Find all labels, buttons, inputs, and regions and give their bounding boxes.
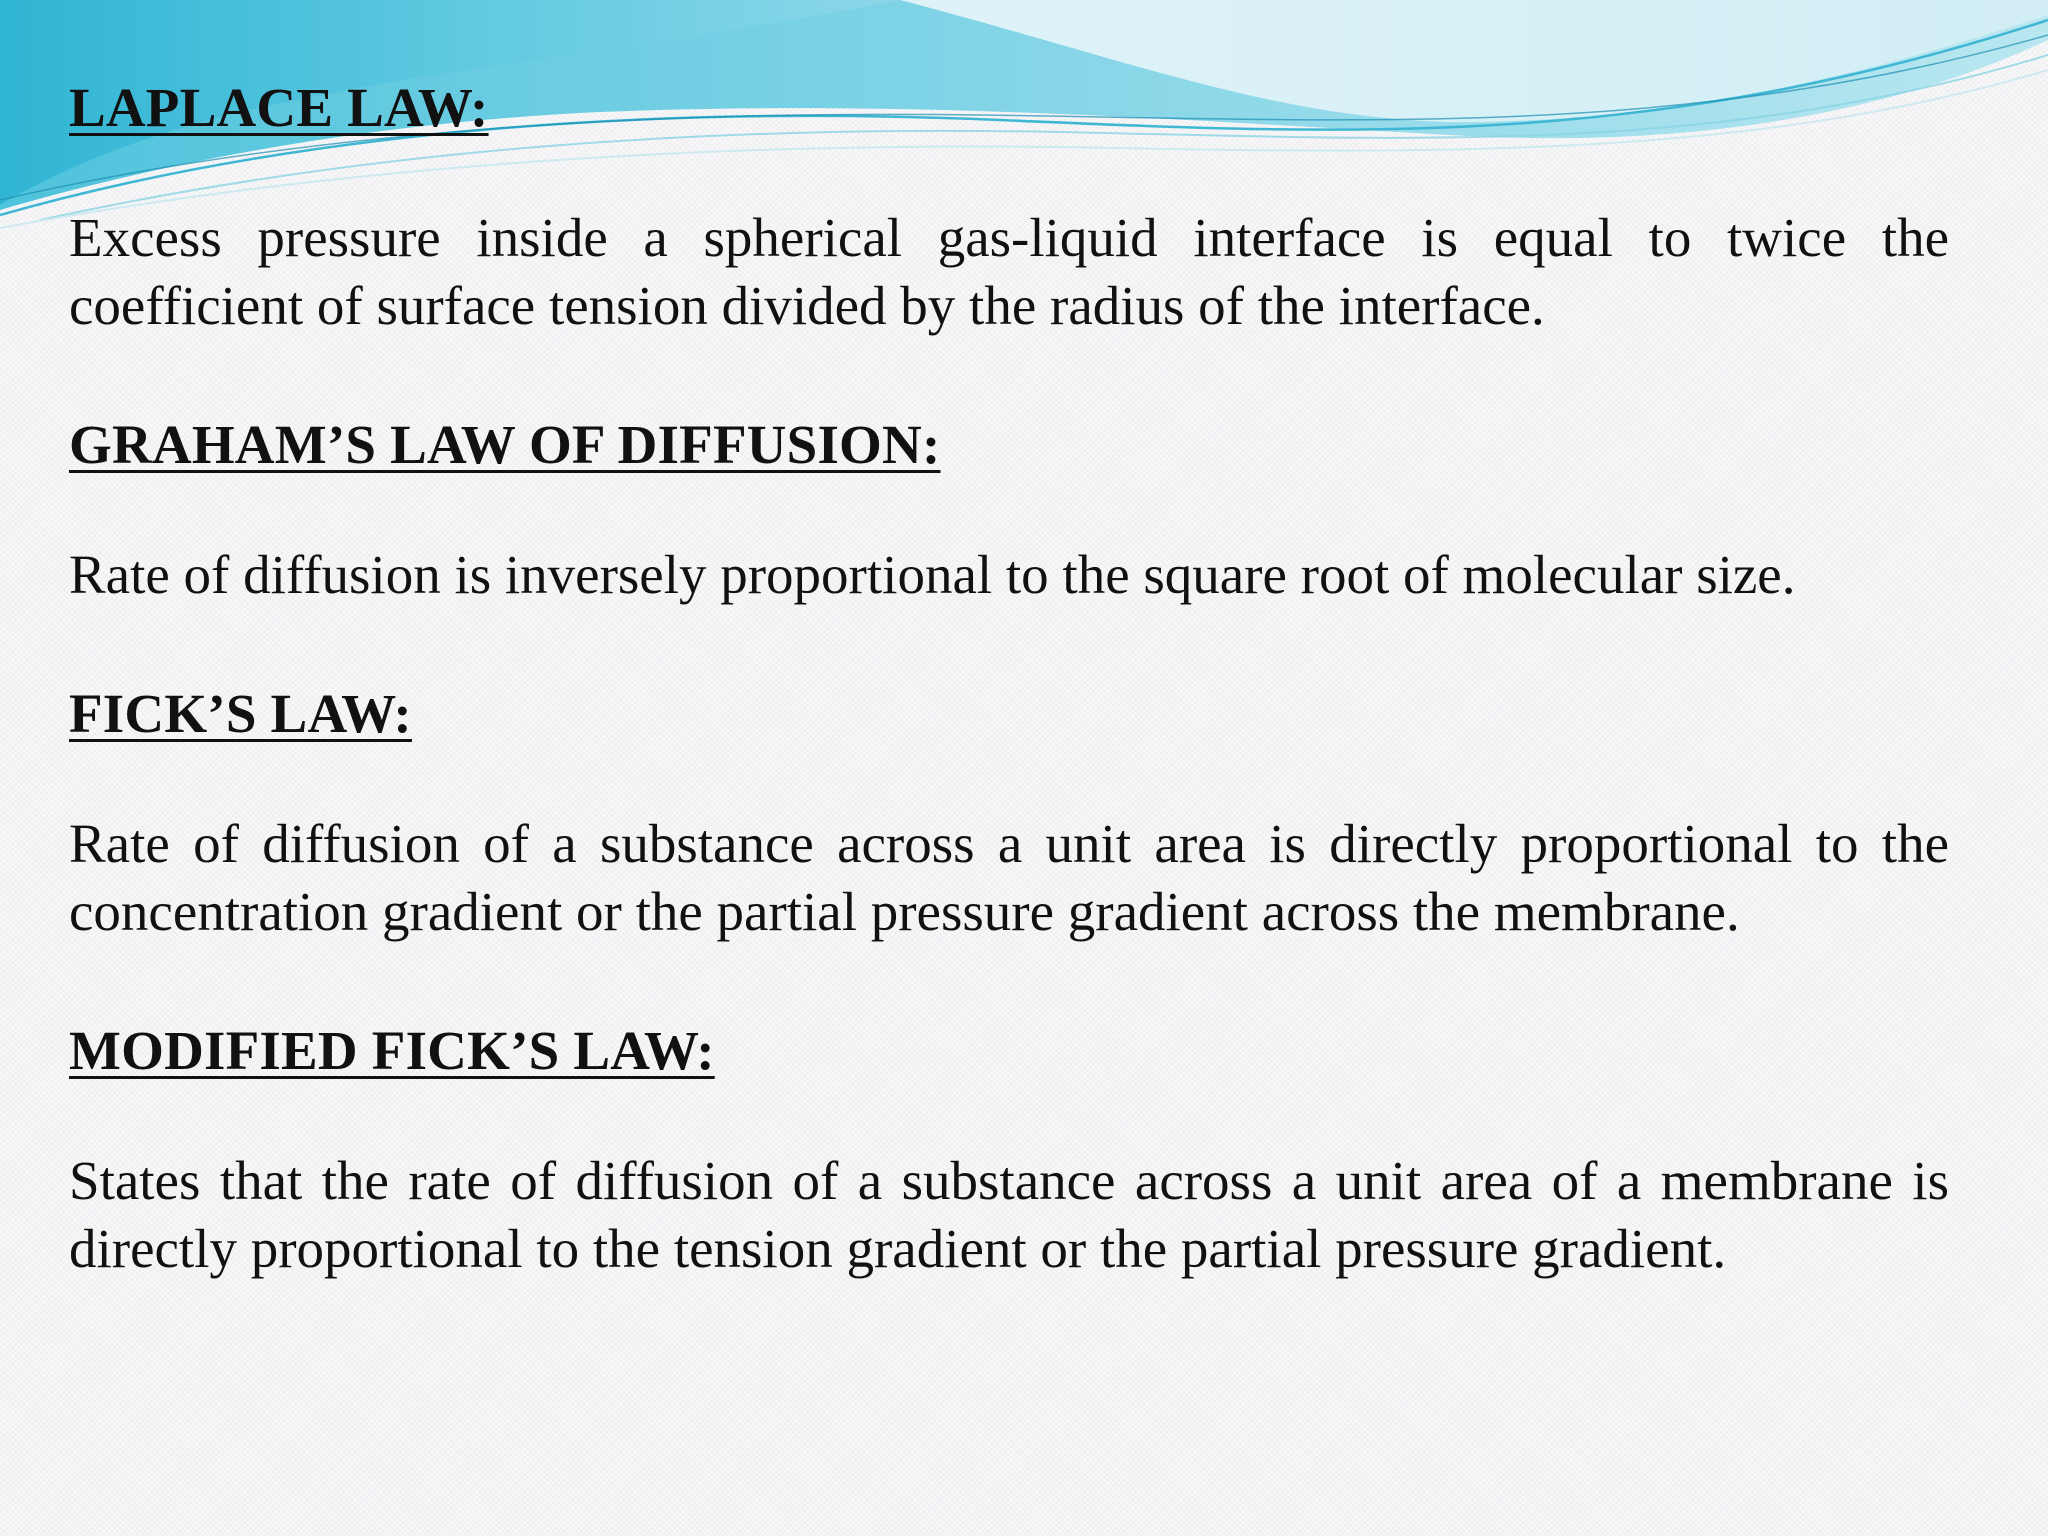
- section-modified-ficks-law: [69, 1011, 1949, 1283]
- section-heading: FICK’S LAW:: [69, 683, 412, 744]
- section-grahams-law: [69, 405, 1949, 609]
- slide-content: [69, 68, 1949, 1283]
- section-body: States that the rate of diffusion of a substance across a unit area of a membrane is directly proportional to the tension gradient or the partial pressure gradient.: [69, 1150, 1949, 1279]
- section-heading: GRAHAM’S LAW OF DIFFUSION:: [69, 414, 941, 475]
- section-heading: LAPLACE LAW:: [69, 77, 489, 138]
- section-heading: MODIFIED FICK’S LAW:: [69, 1020, 715, 1081]
- section-body: Rate of diffusion is inversely proportional to the square root of molecular size.: [69, 544, 1796, 605]
- section-body: Rate of diffusion of a substance across a unit area is directly proportional to the concentration gradient or the partial pressure gradient across the membrane.: [69, 813, 1949, 942]
- section-laplace-law: [69, 68, 1949, 340]
- section-body: Excess pressure inside a spherical gas-liquid interface is equal to twice the coefficient of surface tension divided by the radius of the interface.: [69, 207, 1949, 336]
- section-ficks-law: [69, 674, 1949, 946]
